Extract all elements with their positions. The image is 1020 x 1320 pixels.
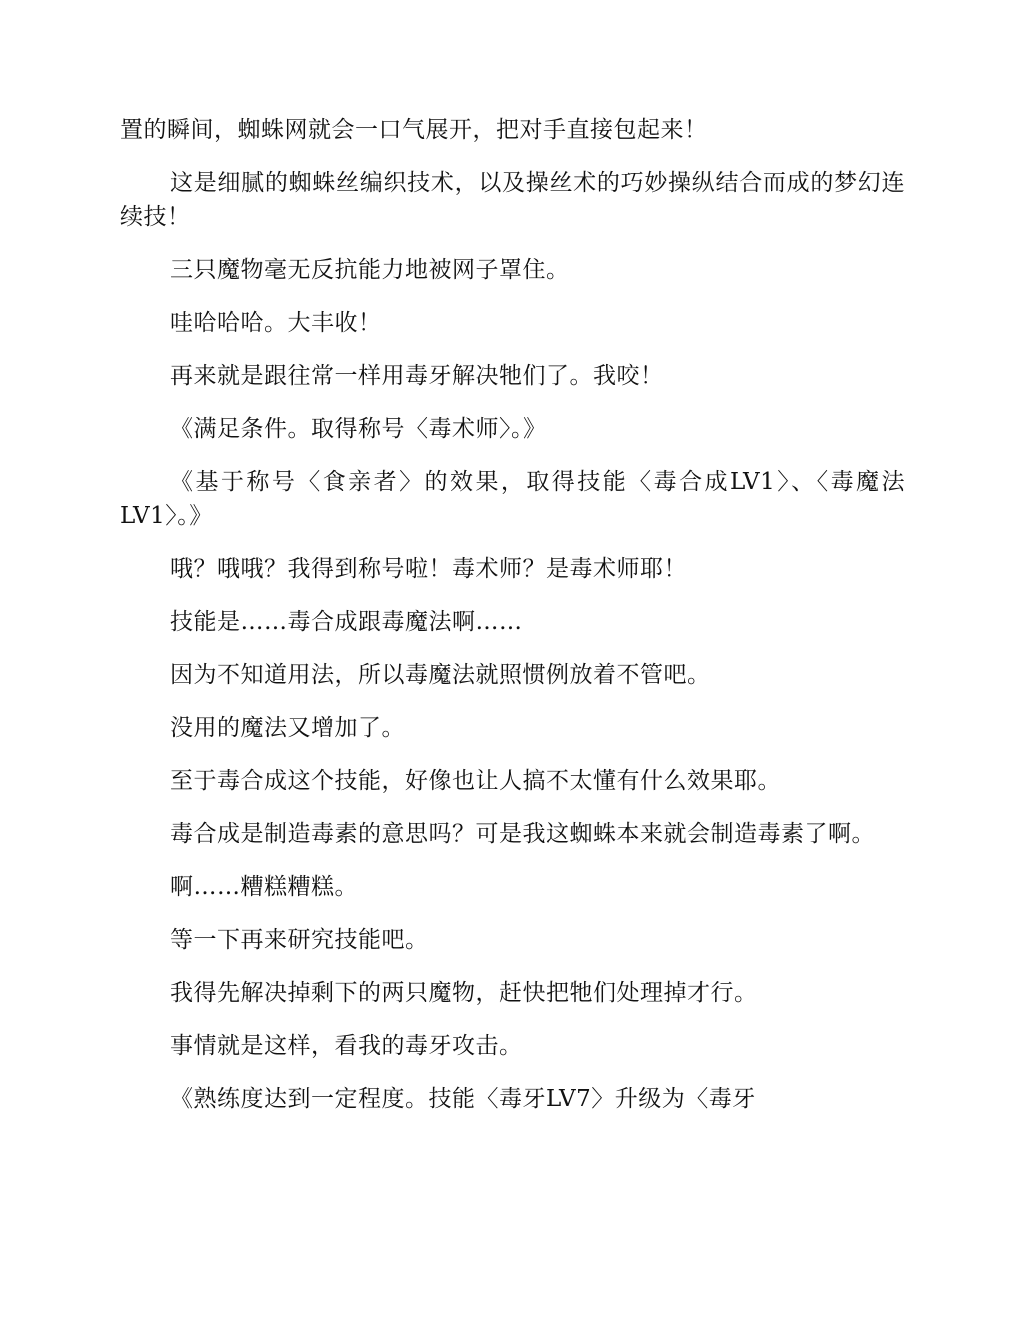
paragraph: 我得先解决掉剩下的两只魔物，赶快把牠们处理掉才行。: [170, 980, 758, 1006]
body-text: [120, 113, 905, 1135]
paragraph: 没用的魔法又增加了。: [170, 715, 405, 741]
paragraph: 《基于称号〈食亲者〉的效果，取得技能〈毒合成LV1〉、〈毒魔法LV1〉。》: [120, 469, 905, 529]
paragraph: 啊……糟糕糟糕。: [170, 874, 358, 900]
paragraph: 因为不知道用法，所以毒魔法就照惯例放着不管吧。: [170, 662, 711, 688]
paragraph: 事情就是这样，看我的毒牙攻击。: [170, 1033, 523, 1059]
paragraph: 毒合成是制造毒素的意思吗？可是我这蜘蛛本来就会制造毒素了啊。: [170, 821, 875, 847]
paragraph: 至于毒合成这个技能，好像也让人搞不太懂有什么效果耶。: [170, 768, 781, 794]
paragraph: 再来就是跟往常一样用毒牙解决牠们了。我咬！: [170, 363, 664, 389]
paragraph: 哦？哦哦？我得到称号啦！毒术师？是毒术师耶！: [170, 556, 687, 582]
paragraph: 三只魔物毫无反抗能力地被网子罩住。: [170, 257, 570, 283]
paragraph: 《满足条件。取得称号〈毒术师〉。》: [170, 416, 547, 442]
paragraph: 哇哈哈哈。大丰收！: [170, 310, 382, 336]
paragraph: 置的瞬间，蜘蛛网就会一口气展开，把对手直接包起来！: [120, 117, 708, 143]
paragraph: 等一下再来研究技能吧。: [170, 927, 429, 953]
paragraph: 《熟练度达到一定程度。技能〈毒牙LV7〉升级为〈毒牙: [170, 1086, 756, 1112]
paragraph: 这是细腻的蜘蛛丝编织技术，以及操丝术的巧妙操纵结合而成的梦幻连续技！: [120, 170, 905, 230]
paragraph: 技能是……毒合成跟毒魔法啊……: [170, 609, 523, 635]
